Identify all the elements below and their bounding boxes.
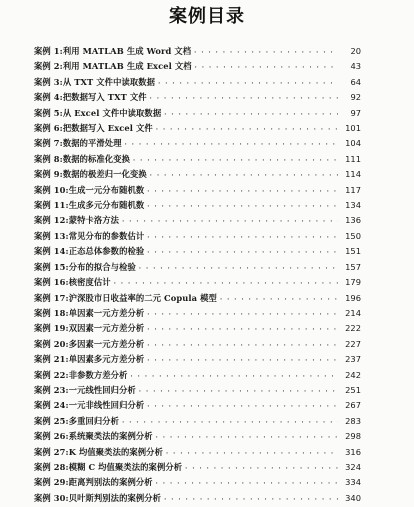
- toc-entry-title: 案例 3:从 TXT 文件中读取数据: [34, 76, 156, 87]
- dot-leader: [156, 122, 338, 137]
- dot-leader: [147, 307, 338, 322]
- toc-entry: [34, 106, 361, 121]
- toc-entry: [34, 213, 361, 228]
- dot-leader: [147, 399, 338, 414]
- toc-entry-title: 案例 4:把数据写入 TXT 文件: [34, 92, 147, 103]
- dot-leader: [125, 137, 338, 152]
- toc-entry-title: 案例 22:非参数方差分析: [34, 369, 128, 380]
- toc-entry-title: 案例 28:模糊 C 均值聚类法的案例分析: [34, 461, 183, 472]
- toc-entry: [34, 445, 361, 460]
- toc-page-number: 196: [345, 292, 361, 303]
- dot-leader: [114, 276, 338, 291]
- toc-entry-title: 案例 18:单因素一元方差分析: [34, 307, 145, 318]
- toc-entry-title: 案例 26:系统聚类法的案例分析: [34, 431, 153, 442]
- toc-page-number: 316: [345, 446, 361, 457]
- toc-entry: [34, 183, 361, 198]
- toc-page-number: 101: [345, 123, 361, 134]
- toc-entry: [34, 229, 361, 244]
- toc-entry: [34, 306, 361, 321]
- toc-page-number: 97: [350, 107, 361, 118]
- toc-entry-title: 案例 29:距离判别法的案例分析: [34, 477, 153, 488]
- toc-page-number: 237: [345, 354, 361, 365]
- toc-entry-title: 案例 15:分布的拟合与检验: [34, 261, 136, 272]
- toc-entry-title: 案例 21:单因素多元方差分析: [34, 354, 145, 365]
- toc-entry: [34, 368, 361, 383]
- toc-page-number: 267: [345, 400, 361, 411]
- toc-entry: [34, 383, 361, 398]
- page-title: 案例目录: [169, 6, 245, 27]
- toc-page-number: 227: [345, 338, 361, 349]
- dot-leader: [164, 492, 338, 507]
- toc-page-number: 214: [345, 307, 361, 318]
- dot-leader: [122, 214, 338, 229]
- toc-entry: [34, 414, 361, 429]
- dot-leader: [139, 261, 338, 276]
- toc-entry-title: 案例 19:双因素一元方差分析: [34, 323, 145, 334]
- toc-entry-title: 案例 24:一元非线性回归分析: [34, 400, 145, 411]
- toc-entry-title: 案例 13:常见分布的参数估计: [34, 230, 145, 241]
- dot-leader: [164, 107, 338, 122]
- toc-page-number: 283: [345, 415, 361, 426]
- toc-page-number: 150: [345, 230, 361, 241]
- toc-entry-title: 案例 14:正态总体参数的检验: [34, 246, 145, 257]
- toc-entry: [34, 475, 361, 490]
- toc-page-number: 151: [345, 246, 361, 257]
- toc-entry: [34, 244, 361, 259]
- toc-entry: [34, 90, 361, 105]
- toc-entry: [34, 291, 361, 306]
- toc-entry-title: 案例 25:多重回归分析: [34, 415, 120, 426]
- toc-entry: [34, 152, 361, 167]
- toc-entry: [34, 121, 361, 136]
- table-of-contents: [34, 44, 361, 506]
- toc-entry: [34, 398, 361, 413]
- toc-page-number: 111: [345, 153, 361, 164]
- toc-entry-title: 案例 1:利用 MATLAB 生成 Word 文档: [34, 46, 192, 56]
- toc-entry-title: 案例 9:数据的极差归一化变换: [34, 169, 147, 180]
- toc-entry: [34, 429, 361, 444]
- toc-entry: [34, 337, 361, 352]
- dot-leader: [185, 461, 338, 476]
- toc-page-number: 92: [350, 92, 361, 103]
- toc-page-number: 134: [345, 200, 361, 211]
- toc-entry-title: 案例 5:从 Excel 文件中读取数据: [34, 107, 162, 118]
- toc-page-number: 242: [345, 369, 361, 380]
- toc-entry-title: 案例 20:多因素一元方差分析: [34, 338, 145, 349]
- dot-leader: [147, 338, 338, 353]
- toc-entry: [34, 321, 361, 336]
- toc-entry: [34, 460, 361, 475]
- dot-leader: [139, 384, 338, 399]
- dot-leader: [150, 168, 338, 183]
- dot-leader: [122, 415, 338, 430]
- toc-entry-title: 案例 30:贝叶斯判别法的案例分析: [34, 492, 162, 503]
- toc-entry: [34, 75, 361, 90]
- dot-leader: [166, 446, 338, 461]
- toc-entry: [34, 491, 361, 506]
- toc-entry: [34, 44, 361, 59]
- toc-entry-title: 案例 11:生成多元分布随机数: [34, 200, 145, 211]
- dot-leader: [147, 245, 338, 260]
- toc-page-number: 136: [345, 215, 361, 226]
- dot-leader: [130, 369, 338, 384]
- dot-leader: [147, 199, 338, 214]
- toc-page-number: 20: [350, 46, 361, 56]
- toc-page-number: 64: [350, 76, 361, 87]
- dot-leader: [220, 292, 338, 307]
- toc-page-number: 114: [345, 169, 361, 180]
- toc-entry: [34, 136, 361, 151]
- toc-page-number: 324: [345, 461, 361, 472]
- toc-entry: [34, 198, 361, 213]
- dot-leader: [147, 230, 338, 245]
- toc-entry-title: 案例 7:数据的平滑处理: [34, 138, 122, 149]
- toc-page-number: 298: [345, 431, 361, 442]
- toc-entry-title: 案例 8:数据的标准化变换: [34, 153, 130, 164]
- toc-entry: [34, 260, 361, 275]
- toc-entry-title: 案例 16:核密度估计: [34, 277, 111, 288]
- toc-entry-title: 案例 12:蒙特卡洛方法: [34, 215, 120, 226]
- toc-page-number: 340: [345, 492, 361, 503]
- toc-page-number: 222: [345, 323, 361, 334]
- toc-page-number: 43: [350, 61, 361, 72]
- dot-leader: [133, 153, 338, 168]
- toc-entry-title: 案例 6:把数据写入 Excel 文件: [34, 123, 153, 134]
- dot-leader: [147, 322, 338, 337]
- dot-leader: [195, 60, 338, 75]
- toc-page-number: 104: [345, 138, 361, 149]
- dot-leader: [156, 476, 338, 491]
- toc-page-number: 179: [345, 277, 361, 288]
- toc-entry: [34, 275, 361, 290]
- toc-page-number: 117: [345, 184, 361, 195]
- dot-leader: [156, 430, 338, 445]
- toc-entry: [34, 167, 361, 182]
- toc-entry-title: 案例 10:生成一元分布随机数: [34, 184, 145, 195]
- toc-page-number: 334: [345, 477, 361, 488]
- toc-entry-title: 案例 2:利用 MATLAB 生成 Excel 文档: [34, 61, 192, 72]
- dot-leader: [147, 184, 338, 199]
- dot-leader: [150, 91, 338, 106]
- dot-leader: [194, 45, 338, 60]
- toc-entry: [34, 59, 361, 74]
- toc-entry-title: 案例 23:一元线性回归分析: [34, 384, 136, 395]
- dot-leader: [158, 76, 338, 91]
- toc-entry-title: 案例 27:K 均值聚类法的案例分析: [34, 446, 163, 457]
- dot-leader: [147, 353, 338, 368]
- toc-page-number: 157: [345, 261, 361, 272]
- toc-page-number: 251: [345, 384, 361, 395]
- toc-entry: [34, 352, 361, 367]
- toc-entry-title: 案例 17:沪深股市日收益率的二元 Copula 模型: [34, 292, 217, 303]
